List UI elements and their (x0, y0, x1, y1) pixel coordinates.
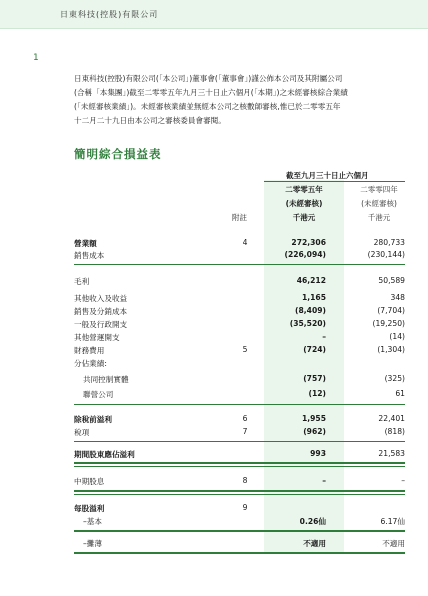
intro-line: (「未經審核業績」)。未經審核業績並無經本公司之核數師審核,惟已於二零零五年 (74, 102, 341, 111)
row-note: 8 (242, 476, 248, 485)
intro-line: (合稱「本集團」)截至二零零五年九月三十日止六個月(「本期」)之未經審核綜合業績 (74, 88, 348, 97)
row-divider (74, 466, 405, 467)
row-note: 9 (242, 503, 248, 512)
intro-line: 日東科技(控股)有限公司(「本公司」)董事會(「董事會」)謹公佈本公司及其附屬公司 (74, 74, 343, 83)
table-row (74, 293, 405, 305)
row-label: 期間股東應佔溢利 (74, 450, 135, 459)
row-divider (74, 441, 405, 442)
row-divider (74, 264, 405, 265)
row-divider (74, 462, 405, 464)
table-row (74, 345, 405, 357)
col-2004-unit: 千港元 (367, 213, 391, 222)
row-label: 銷售成本 (74, 251, 105, 260)
row-value-2004: (14) (389, 332, 405, 341)
row-value-2005: 0.26仙 (299, 517, 326, 526)
row-value-2005: 46,212 (296, 276, 326, 285)
row-note: 4 (242, 238, 248, 247)
row-value-2004: 22,401 (378, 414, 405, 423)
section-title: 簡明綜合損益表 (74, 147, 162, 161)
row-value-2004: 61 (395, 389, 405, 398)
row-divider (74, 530, 405, 532)
row-value-2004: 21,583 (378, 449, 405, 458)
row-value-2005: – (322, 332, 326, 341)
row-value-2005: (12) (308, 389, 326, 398)
row-value-2004: (7,704) (377, 306, 405, 315)
row-value-2004: 6.17仙 (380, 517, 405, 526)
row-value-2005: (226,094) (284, 250, 326, 259)
page-number: 1 (33, 53, 39, 63)
row-label: –基本 (83, 517, 102, 526)
row-value-2004: (1,304) (377, 345, 405, 354)
row-label: 分佔業績: (74, 359, 107, 368)
row-label: 除稅前溢利 (74, 415, 112, 424)
intro-line: 十二月二十九日由本公司之審核委員會審閱。 (74, 116, 226, 125)
row-value-2004: 348 (390, 293, 405, 302)
row-value-2004: 50,589 (378, 276, 405, 285)
row-label: 每股溢利 (74, 504, 105, 513)
period-heading: 截至九月三十日止六個月 (286, 171, 369, 180)
row-label: 聯營公司 (83, 390, 114, 399)
header-bar (0, 0, 428, 29)
row-value-2005: 993 (310, 449, 326, 458)
col-2004-status: (未經審核) (361, 199, 397, 208)
row-value-2005: (724) (303, 345, 326, 354)
row-value-2004: (19,250) (372, 319, 405, 328)
row-label: 其他收入及收益 (74, 294, 128, 303)
row-value-2004: (230,144) (367, 250, 405, 259)
row-value-2004: – (401, 476, 405, 485)
row-label: 稅項 (74, 428, 90, 437)
row-value-2005: – (322, 476, 326, 485)
row-label: 共同控制實體 (83, 375, 129, 384)
row-label: 中期股息 (74, 477, 105, 486)
row-divider (74, 494, 405, 495)
col-2005-status: (未經審核) (285, 199, 323, 208)
row-value-2005: 272,306 (291, 238, 326, 247)
row-value-2005: (35,520) (289, 319, 326, 328)
note-heading: 附註 (232, 213, 247, 222)
intro-paragraph (74, 72, 404, 128)
row-note: 7 (242, 427, 248, 436)
company-name: 日東科技(控股)有限公司 (60, 10, 159, 19)
table-row (74, 250, 405, 262)
table-row (74, 516, 405, 528)
table-row (74, 389, 405, 401)
row-note: 5 (242, 345, 248, 354)
table-row (74, 374, 405, 386)
table-row (74, 332, 405, 344)
row-divider (74, 490, 405, 492)
row-label: 營業額 (74, 239, 97, 248)
table-row (74, 538, 405, 550)
row-value-2005: (8,409) (295, 306, 326, 315)
row-label: –攤薄 (83, 539, 102, 548)
row-value-2004: 不適用 (382, 539, 405, 548)
table-row (74, 319, 405, 331)
row-label: 其他營運開支 (74, 333, 120, 342)
row-value-2005: 不適用 (303, 539, 326, 548)
table-row (74, 358, 405, 370)
row-value-2004: 280,733 (373, 238, 405, 247)
row-value-2005: 1,165 (301, 293, 326, 302)
row-value-2005: (962) (303, 427, 326, 436)
table-row (74, 238, 405, 250)
row-value-2004: (818) (384, 427, 405, 436)
table-row (74, 427, 405, 439)
row-value-2005: 1,955 (301, 414, 326, 423)
row-label: 銷售及分銷成本 (74, 307, 128, 316)
col-2004-year: 二零零四年 (360, 185, 398, 194)
col-2005-unit: 千港元 (292, 213, 316, 222)
table-row (74, 276, 405, 288)
row-label: 一般及行政開支 (74, 320, 128, 329)
table-row (74, 476, 405, 488)
row-note: 6 (242, 414, 248, 423)
col-2005-year: 二零零五年 (285, 185, 323, 194)
row-divider (74, 404, 405, 405)
table-row (74, 414, 405, 426)
table-row (74, 306, 405, 318)
row-label: 毛利 (74, 277, 90, 286)
table-row (74, 503, 405, 515)
row-label: 財務費用 (74, 346, 105, 355)
period-heading-rule (264, 181, 405, 182)
table-row (74, 449, 405, 461)
row-divider (74, 552, 405, 554)
row-value-2004: (325) (384, 374, 405, 383)
row-value-2005: (757) (303, 374, 326, 383)
